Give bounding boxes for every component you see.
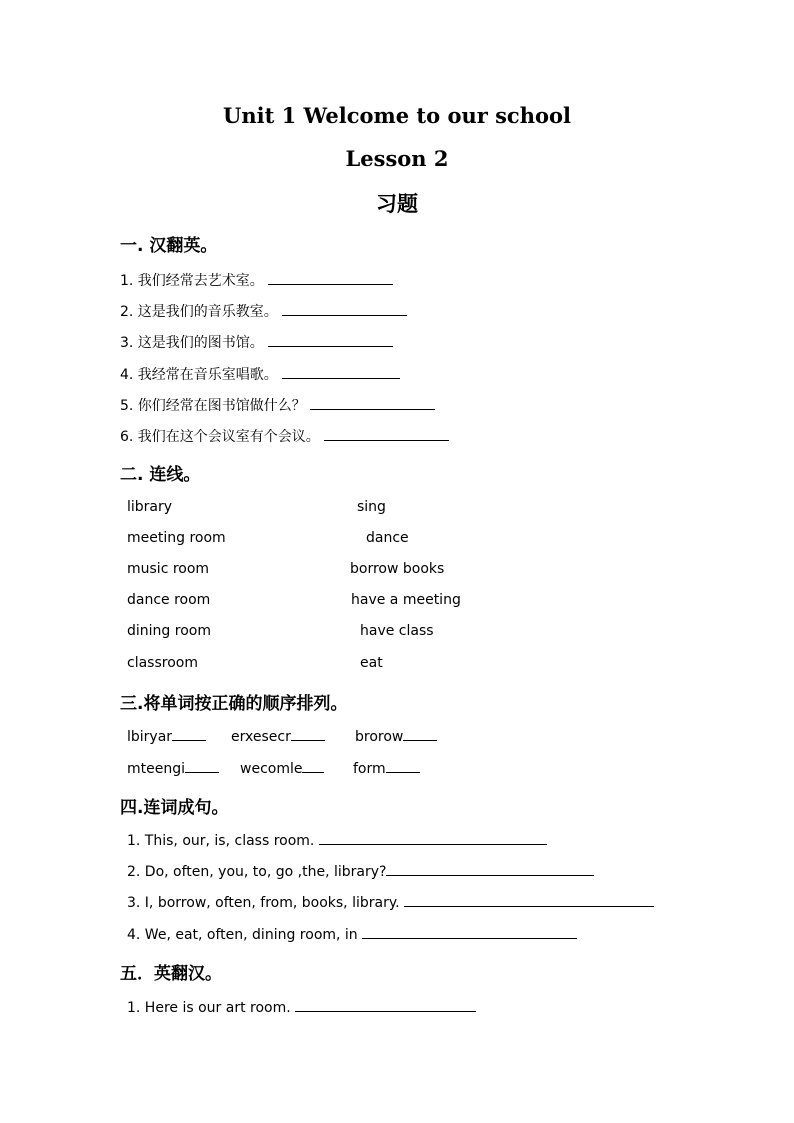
match-right-item[interactable]: dance <box>366 530 409 546</box>
section2-heading: 二. 连线。 <box>120 465 201 485</box>
section5-heading: 五．英翻汉。 <box>120 964 222 984</box>
section1-item: 2. 这是我们的音乐教室。 <box>120 301 407 321</box>
match-left-item[interactable]: music room <box>127 561 210 577</box>
section1-item: 4. 我经常在音乐室唱歌。 <box>120 364 400 384</box>
section4-item: 2. Do, often, you, to, go ,the, library? <box>127 862 594 880</box>
section4-heading: 四.连词成句。 <box>120 798 229 818</box>
section4-item: 4. We, eat, often, dining room, in <box>127 925 577 943</box>
scrambled-word: form <box>353 759 420 777</box>
answer-blank[interactable] <box>403 727 437 741</box>
match-right-item[interactable]: borrow books <box>350 561 445 577</box>
answer-blank[interactable] <box>282 302 407 316</box>
section1-item: 5. 你们经常在图书馆做什么？ <box>120 395 435 415</box>
match-right-item[interactable]: sing <box>357 499 386 515</box>
section1-item: 6. 我们在这个会议室有个会议。 <box>120 426 449 446</box>
scrambled-word: mteengi <box>127 759 219 777</box>
answer-blank[interactable] <box>291 727 325 741</box>
match-left-item[interactable]: dining room <box>127 623 211 639</box>
scrambled-word: erxesecr <box>231 727 325 745</box>
answer-blank[interactable] <box>386 759 420 773</box>
answer-blank[interactable] <box>302 759 324 773</box>
match-right-item[interactable]: have class <box>360 623 434 639</box>
section3-heading: 三.将单词按正确的顺序排列。 <box>120 694 348 714</box>
unit-title: Unit 1 Welcome to our school <box>223 103 571 128</box>
scrambled-word: wecomle <box>240 759 324 777</box>
answer-blank[interactable] <box>282 365 400 379</box>
answer-blank[interactable] <box>386 862 594 876</box>
section1-item: 1. 我们经常去艺术室。 <box>120 270 393 290</box>
answer-blank[interactable] <box>324 427 449 441</box>
section1-heading: 一. 汉翻英。 <box>120 236 218 256</box>
section4-item: 3. I, borrow, often, from, books, library. <box>127 893 654 911</box>
scrambled-word: brorow <box>355 727 437 745</box>
match-left-item[interactable]: classroom <box>127 655 198 671</box>
answer-blank[interactable] <box>404 893 654 907</box>
answer-blank[interactable] <box>172 727 206 741</box>
lesson-title: Lesson 2 <box>345 146 449 171</box>
match-left-item[interactable]: library <box>127 499 173 515</box>
match-right-item[interactable]: eat <box>360 655 383 671</box>
exercise-title: 习题 <box>376 192 418 216</box>
answer-blank[interactable] <box>295 998 476 1012</box>
match-left-item[interactable]: dance room <box>127 592 211 608</box>
answer-blank[interactable] <box>268 333 393 347</box>
section1-item: 3. 这是我们的图书馆。 <box>120 332 393 352</box>
answer-blank[interactable] <box>319 831 547 845</box>
section4-item: 1. This, our, is, class room. <box>127 831 547 849</box>
match-right-item[interactable]: have a meeting <box>351 592 461 608</box>
answer-blank[interactable] <box>268 271 393 285</box>
answer-blank[interactable] <box>185 759 219 773</box>
answer-blank[interactable] <box>362 925 577 939</box>
scrambled-word: lbiryar <box>127 727 206 745</box>
section5-item: 1. Here is our art room. <box>127 998 476 1016</box>
answer-blank[interactable] <box>310 396 435 410</box>
match-left-item[interactable]: meeting room <box>127 530 226 546</box>
